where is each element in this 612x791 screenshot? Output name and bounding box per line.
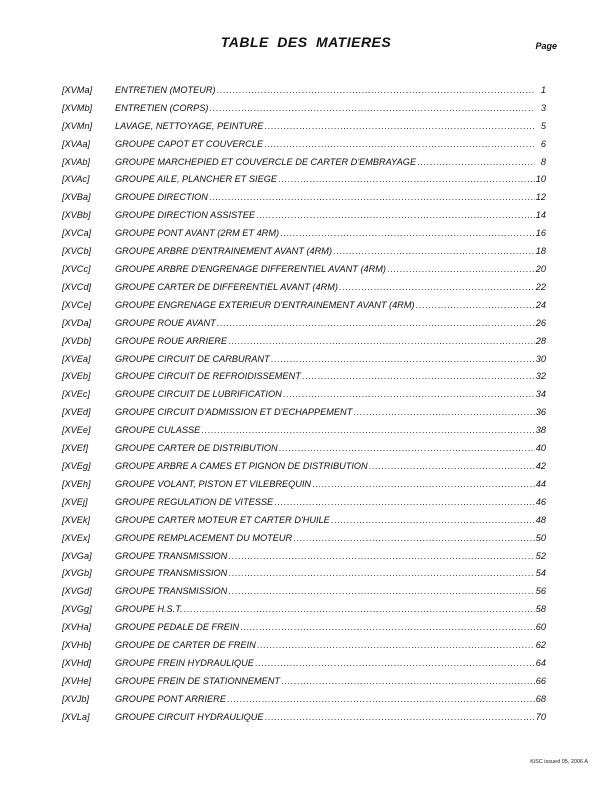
- toc-page-number: 8: [540, 156, 546, 167]
- toc-row[interactable]: [62, 439, 546, 457]
- toc-leader-dots: [278, 174, 535, 184]
- toc-row[interactable]: [62, 421, 546, 439]
- toc-page-number: 54: [535, 568, 546, 579]
- issue-footer: KiSC issued 05, 2006 A: [530, 759, 588, 765]
- toc-code: [XVEg]: [62, 460, 91, 471]
- toc-title: ENTRETIEN (CORPS): [115, 102, 209, 113]
- toc-title: GROUPE ARBRE D'ENTRAINEMENT AVANT (4RM): [115, 246, 333, 257]
- toc-leader-dots: [240, 622, 535, 632]
- toc-row[interactable]: [62, 81, 546, 99]
- toc-page-number: 44: [535, 478, 546, 489]
- toc-leader-dots: [312, 479, 535, 489]
- toc-code: [XVCc]: [62, 264, 91, 275]
- toc-page-number: 16: [535, 228, 546, 239]
- toc-row[interactable]: [62, 403, 546, 421]
- toc-leader-dots: [227, 694, 535, 704]
- toc-leader-dots: [417, 157, 535, 167]
- table-of-contents: [62, 81, 546, 726]
- toc-page-number: 26: [535, 317, 546, 328]
- toc-code: [XVAa]: [62, 138, 91, 149]
- toc-page-number: 64: [535, 657, 546, 668]
- toc-title: GROUPE REGULATION DE VITESSE: [115, 496, 274, 507]
- toc-code: [XVEe]: [62, 425, 91, 436]
- toc-title: GROUPE CAPOT ET COUVERCLE: [115, 138, 264, 149]
- toc-page-number: 38: [535, 425, 546, 436]
- toc-row[interactable]: [62, 493, 546, 511]
- toc-page-number: 32: [535, 371, 546, 382]
- toc-leader-dots: [228, 586, 534, 596]
- toc-leader-dots: [283, 389, 535, 399]
- toc-row[interactable]: [62, 332, 546, 350]
- toc-page-number: 68: [535, 693, 546, 704]
- toc-code: [XVEx]: [62, 532, 91, 543]
- toc-code: [XVGa]: [62, 550, 92, 561]
- toc-code: [XVEh]: [62, 478, 91, 489]
- toc-leader-dots: [353, 407, 534, 417]
- toc-row[interactable]: [62, 188, 546, 206]
- toc-code: [XVCd]: [62, 281, 92, 292]
- toc-row[interactable]: [62, 206, 546, 224]
- toc-row[interactable]: [62, 99, 546, 117]
- toc-leader-dots: [333, 246, 535, 256]
- toc-page-number: 18: [535, 246, 546, 257]
- toc-row[interactable]: [62, 564, 546, 582]
- toc-page-number: 14: [535, 210, 546, 221]
- toc-row[interactable]: [62, 350, 546, 368]
- toc-title: GROUPE TRANSMISSION: [115, 586, 228, 597]
- toc-title: GROUPE DIRECTION ASSISTEE: [115, 210, 256, 221]
- toc-row[interactable]: [62, 690, 546, 708]
- toc-title: GROUPE REMPLACEMENT DU MOTEUR: [115, 532, 293, 543]
- toc-row[interactable]: [62, 475, 546, 493]
- toc-leader-dots: [416, 300, 535, 310]
- toc-leader-dots: [201, 425, 535, 435]
- toc-title: GROUPE TRANSMISSION: [115, 568, 228, 579]
- toc-page-number: 30: [535, 353, 546, 364]
- page-column-label: Page: [535, 41, 557, 51]
- toc-row[interactable]: [62, 582, 546, 600]
- toc-leader-dots: [274, 497, 535, 507]
- toc-row[interactable]: [62, 457, 546, 475]
- toc-title: GROUPE DIRECTION: [115, 192, 208, 203]
- toc-leader-dots: [280, 228, 535, 238]
- toc-code: [XVBa]: [62, 192, 91, 203]
- toc-code: [XVLa]: [62, 711, 90, 722]
- toc-title: GROUPE ENGRENAGE EXTERIEUR D'ENTRAINEMENT AVANT (4RM): [115, 299, 415, 310]
- toc-page-number: 36: [535, 407, 546, 418]
- toc-row[interactable]: [62, 314, 546, 332]
- toc-code: [XVDb]: [62, 335, 92, 346]
- toc-leader-dots: [217, 85, 535, 95]
- toc-code: [XVHe]: [62, 675, 92, 686]
- toc-title: GROUPE CIRCUIT HYDRAULIQUE: [115, 711, 264, 722]
- toc-row[interactable]: [62, 368, 546, 386]
- toc-title: GROUPE DE CARTER DE FREIN: [115, 640, 256, 651]
- toc-page-number: 5: [540, 120, 546, 131]
- toc-code: [XVCb]: [62, 246, 92, 257]
- toc-title: GROUPE PEDALE DE FREIN: [115, 622, 240, 633]
- toc-row[interactable]: [62, 511, 546, 529]
- toc-page-number: 12: [535, 192, 546, 203]
- toc-title: GROUPE CARTER DE DIFFERENTIEL AVANT (4RM): [115, 281, 338, 292]
- toc-code: [XVGg]: [62, 604, 92, 615]
- toc-code: [XVHb]: [62, 640, 92, 651]
- toc-page-number: 58: [535, 604, 546, 615]
- toc-row[interactable]: [62, 296, 546, 314]
- toc-title: GROUPE CIRCUIT D'ADMISSION ET D'ECHAPPEMENT: [115, 407, 353, 418]
- toc-code: [XVHa]: [62, 622, 92, 633]
- toc-page-number: 34: [535, 389, 546, 400]
- toc-title: GROUPE MARCHEPIED ET COUVERCLE DE CARTER D'EMBRAYAGE: [115, 156, 417, 167]
- toc-page-number: 60: [535, 622, 546, 633]
- toc-code: [XVCe]: [62, 299, 92, 310]
- toc-row[interactable]: [62, 224, 546, 242]
- toc-leader-dots: [264, 139, 535, 149]
- toc-page-number: 28: [535, 335, 546, 346]
- toc-page-number: 66: [535, 675, 546, 686]
- toc-page-number: 52: [535, 550, 546, 561]
- toc-code: [XVEf]: [62, 443, 89, 454]
- toc-title: GROUPE PONT ARRIERE: [115, 693, 226, 704]
- toc-page-number: 70: [535, 711, 546, 722]
- toc-page-number: 56: [535, 586, 546, 597]
- toc-code: [XVCa]: [62, 228, 92, 239]
- toc-leader-dots: [387, 264, 535, 274]
- toc-leader-dots: [228, 336, 535, 346]
- toc-leader-dots: [255, 658, 535, 668]
- toc-code: [XVDa]: [62, 317, 92, 328]
- toc-title: GROUPE CARTER DE DISTRIBUTION: [115, 443, 278, 454]
- toc-leader-dots: [228, 568, 534, 578]
- toc-code: [XVEd]: [62, 407, 91, 418]
- toc-leader-dots: [217, 318, 535, 328]
- toc-title: GROUPE CULASSE: [115, 425, 201, 436]
- toc-title: ENTRETIEN (MOTEUR): [115, 84, 216, 95]
- toc-title: GROUPE AILE, PLANCHER ET SIEGE: [115, 174, 278, 185]
- toc-title: GROUPE FREIN HYDRAULIQUE: [115, 657, 254, 668]
- toc-page-number: 24: [535, 299, 546, 310]
- toc-row[interactable]: [62, 117, 546, 135]
- toc-code: [XVJb]: [62, 693, 90, 704]
- toc-leader-dots: [279, 443, 535, 453]
- toc-code: [XVAc]: [62, 174, 90, 185]
- toc-title: GROUPE CIRCUIT DE LUBRIFICATION: [115, 389, 282, 400]
- toc-title: GROUPE FREIN DE STATIONNEMENT: [115, 675, 281, 686]
- toc-code: [XVBb]: [62, 210, 91, 221]
- toc-title: GROUPE CIRCUIT DE CARBURANT: [115, 353, 270, 364]
- toc-page-number: 46: [535, 496, 546, 507]
- toc-leader-dots: [339, 282, 535, 292]
- toc-code: [XVHd]: [62, 657, 92, 668]
- toc-leader-dots: [271, 354, 535, 364]
- toc-title: GROUPE TRANSMISSION: [115, 550, 228, 561]
- toc-row[interactable]: [62, 547, 546, 565]
- toc-leader-dots: [265, 712, 535, 722]
- toc-row[interactable]: [62, 672, 546, 690]
- toc-title: GROUPE ARBRE A CAMES ET PIGNON DE DISTRIBUTION: [115, 460, 368, 471]
- toc-leader-dots: [293, 533, 535, 543]
- toc-leader-dots: [209, 192, 535, 202]
- toc-code: [XVEb]: [62, 371, 91, 382]
- page-title: TABLE DES MATIERES: [220, 34, 392, 50]
- toc-page-number: 42: [535, 460, 546, 471]
- toc-leader-dots: [209, 103, 535, 113]
- toc-page-number: 3: [540, 102, 546, 113]
- toc-title: LAVAGE, NETTOYAGE, PEINTURE: [115, 120, 264, 131]
- toc-leader-dots: [264, 121, 535, 131]
- toc-row[interactable]: [62, 278, 546, 296]
- toc-title: GROUPE VOLANT, PISTON ET VILEBREQUIN: [115, 478, 312, 489]
- toc-page-number: 40: [535, 443, 546, 454]
- toc-row[interactable]: [62, 708, 546, 726]
- toc-title: GROUPE ROUE ARRIERE: [115, 335, 227, 346]
- toc-leader-dots: [302, 371, 535, 381]
- toc-leader-dots: [228, 551, 534, 561]
- toc-row[interactable]: [62, 153, 546, 171]
- toc-row[interactable]: [62, 654, 546, 672]
- toc-row[interactable]: [62, 260, 546, 278]
- toc-code: [XVEa]: [62, 353, 91, 364]
- toc-page-number: 48: [535, 514, 546, 525]
- toc-code: [XVMa]: [62, 84, 93, 95]
- toc-title: GROUPE H.S.T.: [115, 604, 183, 615]
- toc-row[interactable]: [62, 636, 546, 654]
- toc-leader-dots: [331, 515, 535, 525]
- toc-row[interactable]: [62, 171, 546, 189]
- toc-title: GROUPE ARBRE D'ENGRENAGE DIFFERENTIEL AVANT (4RM): [115, 264, 386, 275]
- toc-leader-dots: [369, 461, 535, 471]
- toc-leader-dots: [184, 604, 535, 614]
- toc-title: GROUPE PONT AVANT (2RM ET 4RM): [115, 228, 280, 239]
- toc-row[interactable]: [62, 242, 546, 260]
- toc-row[interactable]: [62, 529, 546, 547]
- toc-page-number: 10: [535, 174, 546, 185]
- toc-page-number: 22: [535, 281, 546, 292]
- toc-leader-dots: [257, 640, 535, 650]
- toc-code: [XVEc]: [62, 389, 91, 400]
- toc-row[interactable]: [62, 600, 546, 618]
- toc-page-number: 50: [535, 532, 546, 543]
- toc-row[interactable]: [62, 618, 546, 636]
- toc-row[interactable]: [62, 385, 546, 403]
- toc-page-number: 20: [535, 264, 546, 275]
- toc-page-number: 1: [540, 84, 546, 95]
- toc-page-number: 6: [540, 138, 546, 149]
- toc-code: [XVEk]: [62, 514, 91, 525]
- toc-leader-dots: [256, 210, 535, 220]
- toc-code: [XVGb]: [62, 568, 92, 579]
- toc-title: GROUPE CARTER MOTEUR ET CARTER D'HUILE: [115, 514, 330, 525]
- toc-leader-dots: [281, 676, 535, 686]
- toc-row[interactable]: [62, 135, 546, 153]
- toc-title: GROUPE ROUE AVANT: [115, 317, 216, 328]
- toc-page-number: 62: [535, 640, 546, 651]
- toc-code: [XVAb]: [62, 156, 91, 167]
- toc-code: [XVGd]: [62, 586, 92, 597]
- toc-code: [XVMn]: [62, 120, 93, 131]
- toc-code: [XVMb]: [62, 102, 93, 113]
- toc-code: [XVEj]: [62, 496, 88, 507]
- toc-title: GROUPE CIRCUIT DE REFROIDISSEMENT: [115, 371, 301, 382]
